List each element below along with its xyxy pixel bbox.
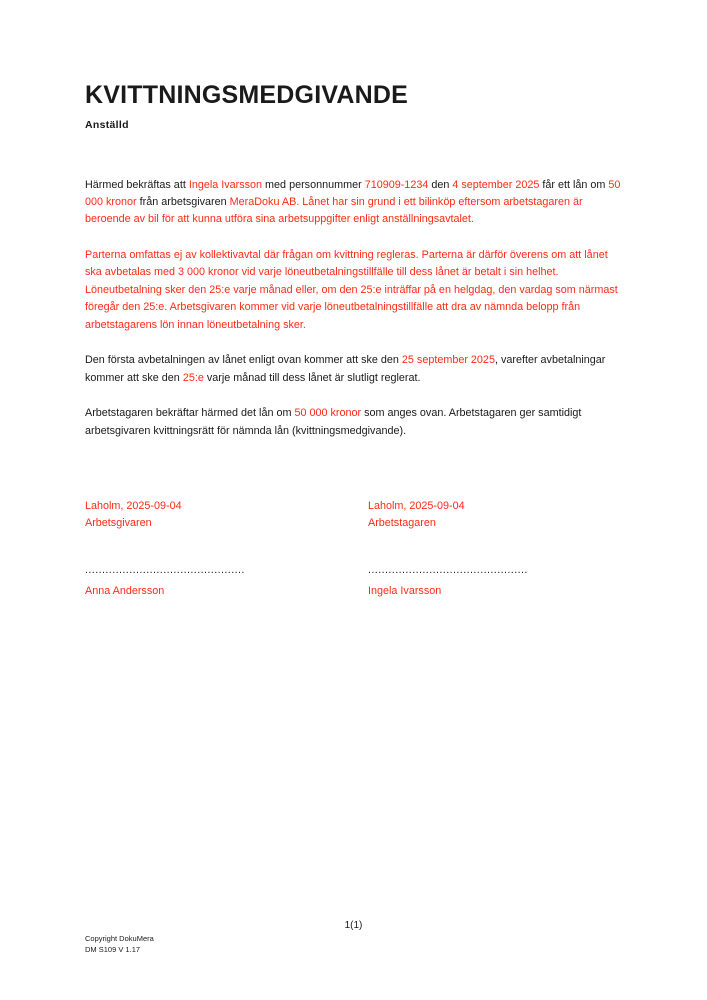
text-segment: den	[428, 178, 453, 191]
page-number: 1(1)	[344, 920, 363, 931]
text-segment: med personnummer	[262, 178, 365, 191]
text-segment: får ett lån om	[539, 178, 609, 191]
text-segment: som anges ovan. Arbetstagaren ger samtidigt arbetsgivaren kvittningsrätt för nämnda lån (kvittningsmedgivande).	[85, 407, 582, 437]
employee-place-date: Laholm, 2025-09-04	[368, 500, 465, 512]
text-segment: Arbetstagaren bekräftar härmed det lån om	[85, 407, 295, 420]
footer-copyright: Copyright DokuMera	[85, 934, 154, 943]
loan-date: 4 september 2025	[452, 178, 540, 191]
loan-amount: 50 000 kronor	[85, 178, 621, 208]
signature-block-employer	[85, 498, 368, 597]
paragraph-loan-confirmation	[85, 131, 622, 229]
paragraph-first-installment	[85, 334, 622, 387]
page-subtitle: Anställd	[85, 118, 129, 131]
employee-signature-line: ...............................................	[368, 563, 528, 576]
employer-signature-line: ...............................................	[85, 563, 245, 576]
personal-number: 710909-1234	[364, 178, 429, 191]
document-footer	[85, 934, 154, 956]
employer-place-date: Laholm, 2025-09-04	[85, 500, 182, 512]
document-content	[85, 0, 622, 440]
signature-columns	[85, 498, 622, 597]
text-segment: , varefter avbetalningar kommer att ske den	[85, 354, 606, 384]
signature-area	[85, 498, 622, 597]
first-installment-date: 25 september 2025	[401, 354, 495, 367]
text-segment: från arbetsgivaren	[136, 195, 230, 208]
employee-signer-name: Ingela Ivarsson	[368, 584, 442, 597]
paragraph-employee-confirmation	[85, 387, 622, 440]
employee-role-label: Arbetstagaren	[368, 517, 436, 530]
text-segment: Härmed bekräftas att	[85, 178, 189, 191]
text-segment: . Lånet har sin grund i ett bilinköp eftersom arbetstagaren är beroende av bil för att kunna utföra sina arbetsuppgifter enligt anställningsavtalet.	[85, 195, 583, 226]
employer-name: MeraDoku AB	[229, 195, 297, 208]
signature-block-employee	[368, 498, 622, 597]
paragraph-repayment-terms: Parterna omfattas ej av kollektivavtal där frågan om kvittning regleras. Parterna är därför överens om att lånet ska avbetalas med 3 000 kronor vid varje löneutbetalningstillfälle till dess lånet är betalt i sin helhet. Löneutbetalning sker den 25:e varje månad eller, om den 25:e inträffar på en helgdag, den vardag som närmast föregår den 25:e. Arbetsgivaren kommer vid varje löneutbetalningstillfälle att dra av nämnda belopp från arbetstagarens lön innan löneutbetalning sker.	[85, 248, 618, 331]
employer-role-label: Arbetsgivaren	[85, 517, 152, 530]
installment-day: 25:e	[182, 371, 204, 384]
employer-signer-name: Anna Andersson	[85, 584, 165, 597]
text-segment: Den första avbetalningen av lånet enligt ovan kommer att ske den	[85, 354, 402, 367]
employee-name: Ingela Ivarsson	[188, 178, 263, 191]
footer-doc-id: DM S109 V 1.17	[85, 944, 141, 954]
page-title: KVITTNINGSMEDGIVANDE	[85, 81, 408, 109]
text-segment: varje månad till dess lånet är slutligt reglerat.	[203, 371, 421, 384]
loan-amount-confirm: 50 000 kronor	[294, 407, 362, 420]
